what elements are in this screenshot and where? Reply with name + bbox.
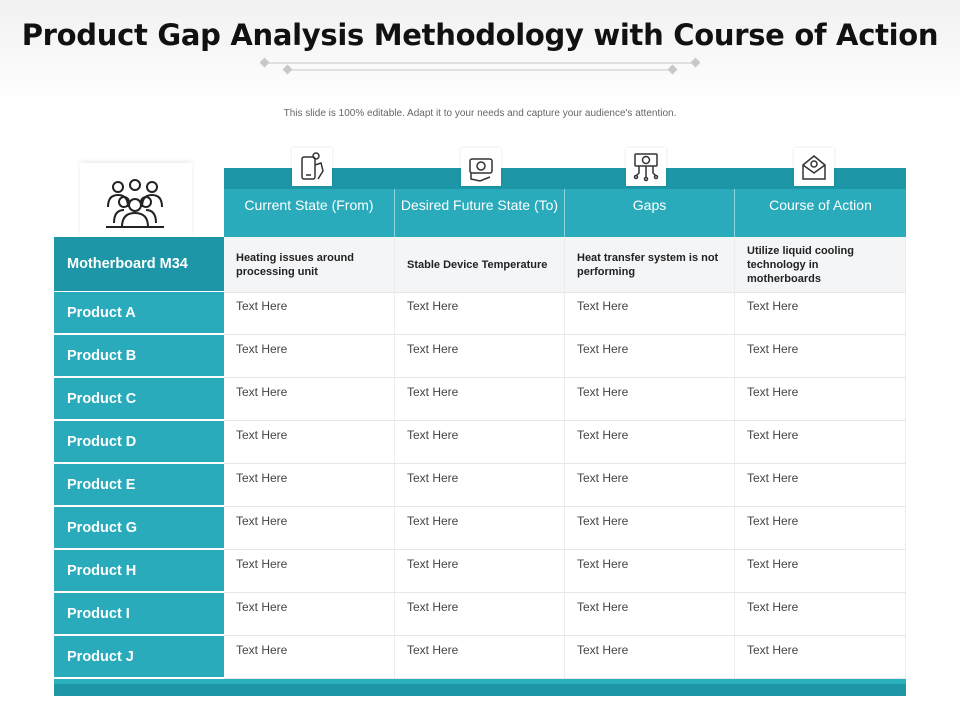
row-label: Product H: [54, 550, 224, 593]
table-cell: Text Here: [565, 378, 735, 421]
slide-subtitle: This slide is 100% editable. Adapt it to your needs and capture your audience's attention.: [283, 108, 677, 119]
row-label: Product A: [54, 292, 224, 335]
mobile-hand-icon: [299, 151, 325, 183]
footer-teal-highlight: [54, 679, 906, 684]
table-cell: Text Here: [224, 593, 395, 636]
table-cell: Text Here: [224, 636, 395, 679]
column-header-current-state: Current State (From): [224, 189, 395, 237]
table-cell: Text Here: [224, 378, 395, 421]
row-label: Product J: [54, 636, 224, 679]
table-cell: Text Here: [395, 636, 565, 679]
row-label: Product I: [54, 593, 224, 636]
table-cell: Text Here: [735, 550, 906, 593]
table-cell: Text Here: [224, 292, 395, 335]
column-header-gaps: Gaps: [565, 189, 735, 237]
table-cell: Text Here: [395, 550, 565, 593]
envelope-icon: [801, 151, 827, 183]
table-cell: Text Here: [565, 292, 735, 335]
col-icon-box-3: [626, 148, 666, 186]
table-cell: Text Here: [735, 507, 906, 550]
table-cell: Text Here: [735, 335, 906, 378]
table-cell: Text Here: [735, 378, 906, 421]
col-icon-box-1: [292, 148, 332, 186]
table-cell: Text Here: [395, 507, 565, 550]
col-icon-box-4: [794, 148, 834, 186]
table-cell: Utilize liquid cooling technology in motherboards: [735, 237, 906, 293]
table-cell: Heating issues around processing unit: [224, 237, 395, 293]
table-cell: Text Here: [565, 636, 735, 679]
column-header-course-of-action: Course of Action: [735, 189, 906, 237]
table-cell: Text Here: [565, 464, 735, 507]
table-cell: Text Here: [224, 507, 395, 550]
table-cell: Text Here: [735, 593, 906, 636]
table-cell: Text Here: [224, 550, 395, 593]
table-cell: Text Here: [565, 335, 735, 378]
table-cell: Text Here: [565, 593, 735, 636]
title-band: [0, 0, 960, 110]
people-icon-box: [80, 163, 192, 237]
row-label: Product B: [54, 335, 224, 378]
table-cell: Text Here: [395, 378, 565, 421]
table-cell: Text Here: [735, 464, 906, 507]
table-cell: Text Here: [395, 335, 565, 378]
table-cell: Text Here: [565, 421, 735, 464]
table-cell: Text Here: [565, 507, 735, 550]
table-cell: Heat transfer system is not performing: [565, 237, 735, 293]
money-hand-icon: [468, 151, 494, 183]
dollar-circuit-icon: [633, 151, 659, 183]
table-cell: Text Here: [395, 593, 565, 636]
row-label-motherboard: Motherboard M34: [54, 237, 224, 293]
table-cell: Text Here: [565, 550, 735, 593]
slide-title: Product Gap Analysis Methodology with Course of Action: [21, 18, 939, 52]
table-cell: Text Here: [224, 464, 395, 507]
row-label: Product D: [54, 421, 224, 464]
table-cell: Text Here: [395, 292, 565, 335]
table-cell: Text Here: [224, 421, 395, 464]
title-divider-ornament: [255, 57, 705, 77]
table-cell: Text Here: [735, 292, 906, 335]
table-cell: Text Here: [735, 636, 906, 679]
table-cell: Text Here: [224, 335, 395, 378]
row-label: Product C: [54, 378, 224, 421]
table-cell: Text Here: [395, 464, 565, 507]
table-cell: Stable Device Temperature: [395, 237, 565, 293]
table-cell: Text Here: [735, 421, 906, 464]
row-label: Product E: [54, 464, 224, 507]
column-header-future-state: Desired Future State (To): [395, 189, 565, 237]
row-label: Product G: [54, 507, 224, 550]
table-cell: Text Here: [395, 421, 565, 464]
team-group-icon: [104, 177, 166, 229]
col-icon-box-2: [461, 148, 501, 186]
